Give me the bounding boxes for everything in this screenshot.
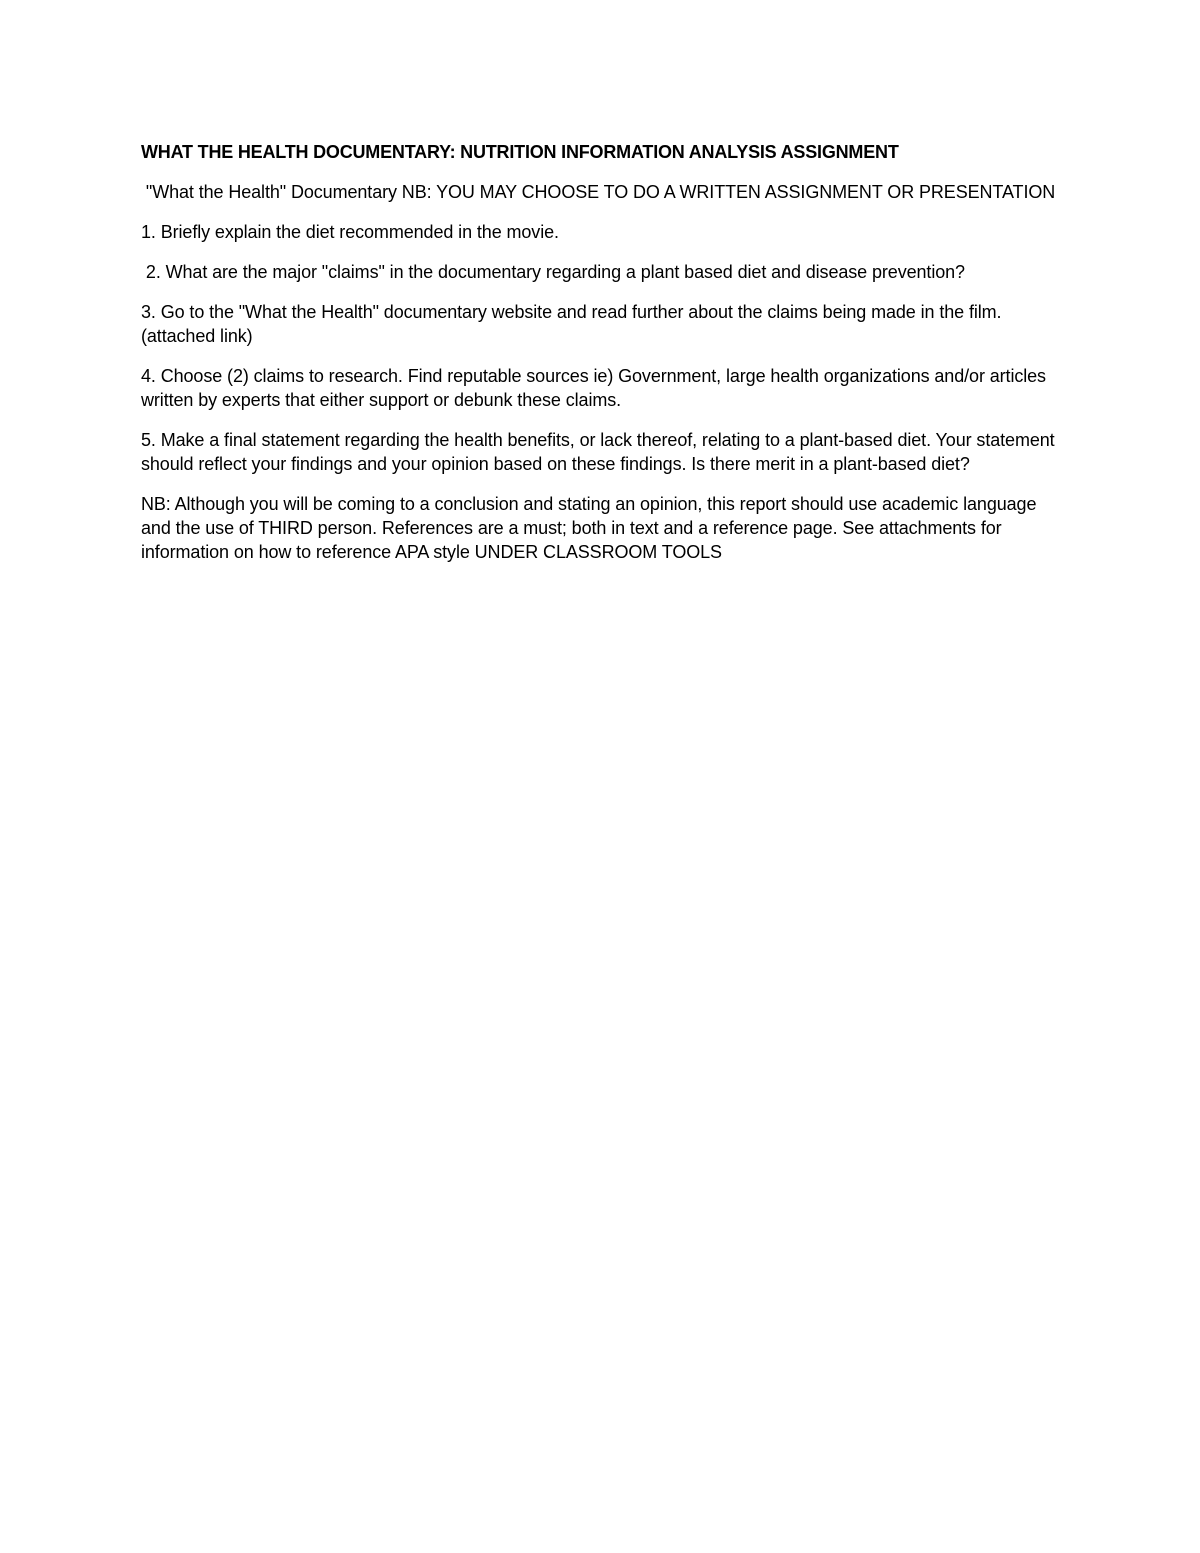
question-4: 4. Choose (2) claims to research. Find reputable sources ie) Government, large health organizations and/or articles written by experts that either support or debunk these claims. — [141, 366, 1046, 410]
intro-paragraph: "What the Health" Documentary NB: YOU MAY CHOOSE TO DO A WRITTEN ASSIGNMENT OR PRESENTATION — [141, 182, 1056, 202]
question-5: 5. Make a final statement regarding the health benefits, or lack thereof, relating to a plant-based diet. Your statement should reflect your findings and your opinion based on these findings. Is there merit in a plant-based diet? — [141, 430, 1055, 474]
question-1: 1. Briefly explain the diet recommended in the movie. — [141, 222, 559, 242]
document-body — [141, 140, 1066, 580]
document-title: WHAT THE HEALTH DOCUMENTARY: NUTRITION INFORMATION ANALYSIS ASSIGNMENT — [141, 142, 899, 162]
note-paragraph: NB: Although you will be coming to a conclusion and stating an opinion, this report should use academic language and the use of THIRD person. References are a must; both in text and a reference page. See attachments for information on how to reference APA style UNDER CLASSROOM TOOLS — [141, 494, 1037, 562]
question-2: 2. What are the major "claims" in the documentary regarding a plant based diet and disease prevention? — [141, 262, 965, 282]
question-3: 3. Go to the "What the Health" documentary website and read further about the claims being made in the film.(attached link) — [141, 302, 1002, 346]
